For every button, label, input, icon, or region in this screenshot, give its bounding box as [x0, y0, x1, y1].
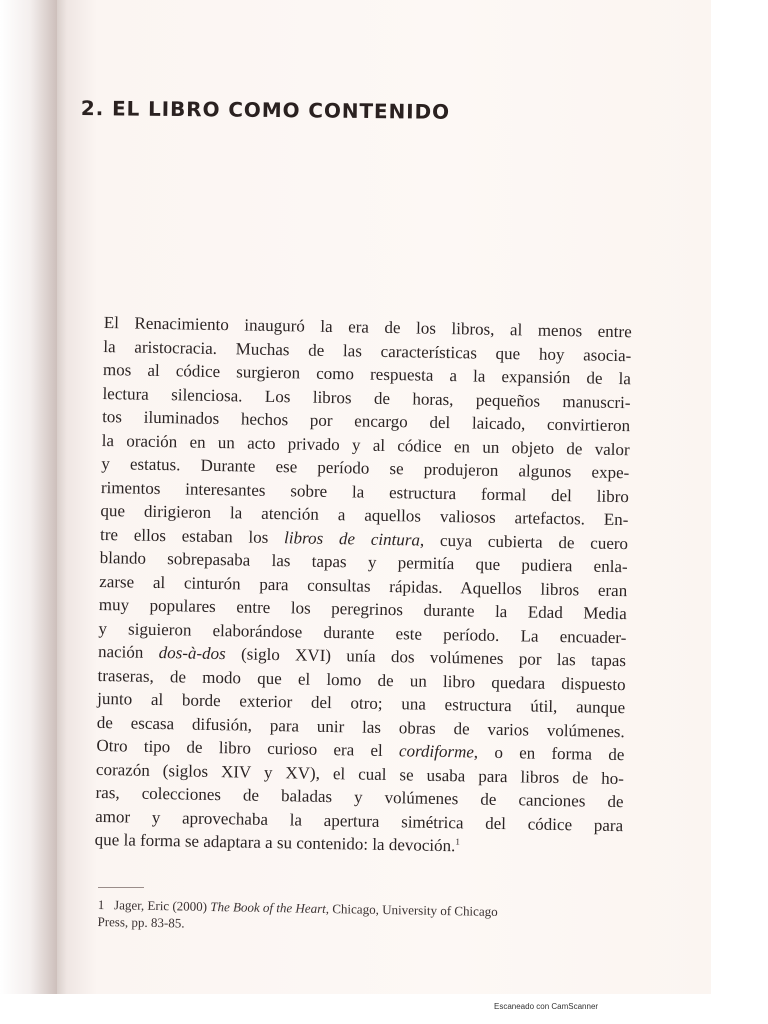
- text-line: junto al borde exterior del otro; una estructura útil, aunque: [97, 688, 626, 718]
- chapter-title: 2. EL LIBRO COMO CONTENIDO: [80, 96, 451, 124]
- footnote-publisher: , Chicago, University of Chicago: [325, 900, 498, 919]
- italic-term-dos-a-dos: dos-à-dos: [158, 643, 226, 664]
- text-line: tos iluminados hechos por encargo del laicado, convirtieron: [101, 406, 631, 436]
- italic-term-cordiforme: cordiforme: [398, 741, 475, 762]
- text-line: que dirigieron la atención a aquellos valiosos artefactos. En-: [100, 500, 629, 530]
- text-line: zarse al cinturón para consultas rápidas. Aquellos libros eran: [99, 571, 628, 600]
- text-segment: , cuya cubierta de cuero: [419, 530, 629, 553]
- footnote-reference: 1: [455, 836, 461, 847]
- text-line: la oración en un acto privado y al códice en un objeto de valor: [101, 430, 630, 459]
- footnote-line: Press, pp. 83-85.: [97, 913, 185, 931]
- text-line: amor y aprovechaba la apertura simétrica del códice para: [95, 806, 624, 835]
- text-line: y estatus. Durante ese período se produjeron algunos expe-: [101, 453, 630, 483]
- italic-term-libros-de-cintura: libros de cintura: [283, 527, 421, 550]
- text-line: y siguieron elaborándose durante este período. La encuader-: [98, 618, 627, 647]
- text-line: lectura silenciosa. Los libros de horas, pequeños manuscri-: [102, 383, 631, 412]
- text-line: la aristocracia. Muchas de las características que hoy asocia-: [103, 336, 632, 365]
- text-line: muy populares entre los peregrinos durante la Edad Media: [98, 594, 627, 624]
- body-paragraph: [95, 311, 632, 861]
- text-segment: que la forma se adaptara a su contenido: la devoción.: [94, 829, 456, 856]
- scanner-watermark: Escaneado con CamScanner: [494, 1002, 599, 1011]
- footnote-author: Jager, Eric (2000): [113, 897, 211, 914]
- book-gutter-shadow: [0, 0, 57, 994]
- text-segment: Otro tipo de libro curioso era el: [96, 735, 400, 761]
- footnote-divider: [98, 887, 144, 888]
- text-segment: tre ellos estaban los: [99, 524, 285, 547]
- footnote-number: 1: [97, 896, 105, 913]
- text-segment: nación: [97, 641, 159, 663]
- text-line: El Renacimiento inauguró la era de los libros, al menos entre: [103, 312, 632, 342]
- text-line: rimentos interesantes sobre la estructura formal del libro: [100, 477, 630, 506]
- text-line: de escasa difusión, para unir las obras de varios volúmenes.: [96, 712, 625, 741]
- text-line: traseras, de modo que el lomo de un libro quedara dispuesto: [97, 665, 626, 694]
- footnote-book-title: The Book of the Heart: [210, 898, 326, 916]
- text-segment: (siglo XVI) unía dos volúmenes por las tapas: [225, 644, 627, 671]
- text-line: blando sobrepasaba las tapas y permitía que pudiera enla-: [99, 547, 628, 577]
- text-segment: , o en forma de: [473, 742, 625, 765]
- text-line: ras, colecciones de baladas y volúmenes de canciones de: [95, 782, 624, 812]
- text-line: corazón (siglos XIV y XV), el cual se usaba para libros de ho-: [95, 759, 625, 788]
- text-line: mos al códice surgieron como respuesta a la expansión de la: [102, 359, 632, 389]
